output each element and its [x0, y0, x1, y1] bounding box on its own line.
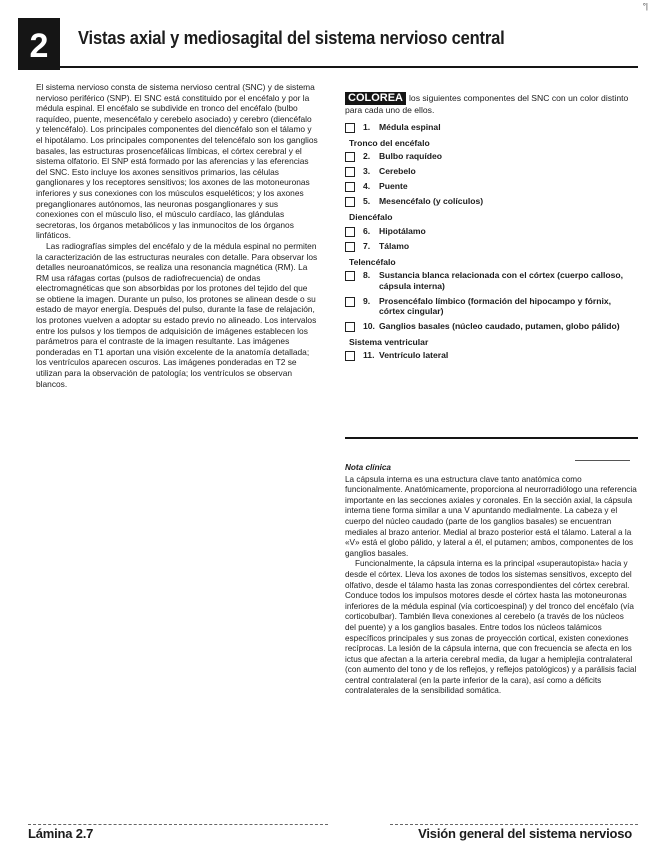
coloring-item[interactable] — [345, 181, 630, 192]
item-number: 9. — [363, 295, 371, 306]
checkbox[interactable] — [345, 197, 355, 207]
coloring-section — [345, 92, 630, 365]
checkbox[interactable] — [345, 152, 355, 162]
left-column — [36, 82, 318, 389]
coloring-item[interactable] — [345, 166, 630, 177]
clinical-note-paragraph: La cápsula interna es una estructura clave tanto anatómica como funcionalmente. Anatómicamente, proporciona al neurorradiólogo una referencia importante en las secciones axiales y coronales. En la sección axial, la cápsula interna tiene forma similar a una V apuntando medialmente. La cabeza y el cuerpo del núcleo caudado (parte de los ganglios basales) se encuentran mediales al brazo anterior. Medial al brazo posterior está el tálamo. Lateral a la «V» está el globo pálido, y lateral a él, el putamen; ambos, componentes de los ganglios basales. — [345, 474, 637, 558]
item-label: Prosencéfalo límbico (formación del hipocampo y fórnix, córtex cingular) — [379, 295, 612, 317]
checkbox[interactable] — [345, 322, 355, 332]
item-number: 2. — [363, 151, 371, 162]
category-heading: Sistema ventricular — [349, 336, 429, 347]
coloring-item[interactable] — [345, 296, 630, 317]
item-number: 8. — [363, 270, 371, 281]
checkbox[interactable] — [345, 123, 355, 133]
item-label: Bulbo raquídeo — [379, 151, 443, 162]
item-label: Puente — [379, 181, 408, 192]
item-label: Ventrículo lateral — [379, 350, 449, 361]
coloring-item[interactable] — [345, 196, 630, 207]
checkbox[interactable] — [345, 271, 355, 281]
coloring-item[interactable] — [345, 226, 630, 237]
item-label: Sustancia blanca relacionada con el córtex (cuerpo calloso, cápsula interna) — [379, 270, 624, 291]
item-number: 6. — [363, 225, 371, 236]
plate-label: Lámina 2.7 — [28, 826, 94, 841]
item-label: Mesencéfalo (y colículos) — [379, 196, 484, 207]
item-number: 5. — [363, 196, 371, 207]
coloring-item[interactable] — [345, 241, 630, 252]
corner-mark: °| — [642, 2, 648, 11]
item-number: 4. — [363, 181, 371, 192]
item-label: Hipotálamo — [379, 225, 426, 236]
section-divider — [345, 437, 638, 439]
category-heading: Telencéfalo — [349, 256, 396, 267]
item-number: 1. — [363, 121, 371, 132]
item-number: 10. — [363, 320, 375, 331]
clinical-note — [345, 463, 637, 697]
rm-paragraph: Las radiografías simples del encéfalo y de la médula espinal no permiten la caracterización de las estructuras neurales con detalle. Para observar los detalles neuroanatómicos, se realiza una resonancia magnética (RM). La RM usa ráfagas cortas (pulsos de radiofrecuencia) de ondas electromagnéticas que son absorbidas por los protones del tejido del que se obtiene la imagen. Durante un pulso, los protones se alinean desde o su estado de mayor energía. Después del pulso, durante la fase de relajación, los protones vuelven a adoptar su estado previo no alineado. Los intervalos entre los pulsos y los tiempos de adquisición de imágenes establecen los parámetros para el contraste de la imagen resultante. Las imágenes ponderadas en T1 aportan una visión excelente de la anatomía detallada; los ventrículos aparecen oscuros. Las imágenes ponderadas en T2 se utilizan para la observación de patología; los ventrículos se observan blancos. — [36, 240, 318, 389]
chapter-number: 2 — [29, 27, 49, 65]
checkbox[interactable] — [345, 242, 355, 252]
checkbox[interactable] — [345, 227, 355, 237]
checkbox[interactable] — [345, 297, 355, 307]
item-label: Ganglios basales (núcleo caudado, putamen, globo pálido) — [379, 320, 620, 331]
item-number: 3. — [363, 166, 371, 177]
coloring-item[interactable] — [345, 350, 630, 361]
page-title: Vistas axial y mediosagital del sistema nervioso central — [78, 28, 505, 48]
intro-paragraph: El sistema nervioso consta de sistema nervioso central (SNC) y de sistema nervioso periférico (SNP). El SNC está constituido por el encéfalo y por la médula espinal. El encéfalo se subdivide en tronco del encéfalo (bulbo raquídeo, puente, mesencéfalo y cerebelo asociado) y cerebro (diencéfalo y telencéfalo). Los principales componentes del diencéfalo son el tálamo y el hipotálamo. Los principales componentes del telencéfalo son los ganglios basales, las estructuras prosencefálicas límbicas, el córtex cerebral y el sistema olfatorio. El SNP está formado por las aferencias y las eferencias del SNC. Esto incluye los axones sensitivos primarios, las células ganglionares y los receptores sensitivos; los axones de las motoneuronas inferiores y sus conexiones con los músculos esqueléticos; y los axones preganglionares autónomos, las neuronas posganglionares y sus conexiones con el músculo liso, el músculo cardíaco, las glándulas secretoras, los órganos metabólicos y las inmunocitos de los órganos linfáticos. — [36, 82, 318, 241]
checkbox[interactable] — [345, 167, 355, 177]
chapter-number-box — [18, 18, 60, 70]
checkbox[interactable] — [345, 351, 355, 361]
coloring-item[interactable] — [345, 321, 630, 332]
coloring-item[interactable] — [345, 122, 630, 133]
item-label: Tálamo — [379, 240, 410, 251]
coloring-item[interactable] — [345, 151, 630, 162]
clinical-note-paragraph: Funcionalmente, la cápsula interna es la principal «superautopista» hacia y desde el córtex. Lleva los axones de todos los sistemas sensitivos, excepto del olfativo, desde el tálamo hasta las zonas correspondientes del córtex cerebral. Conduce todos los impulsos motores desde el córtex hasta las motoneuronas inferiores de la médula espinal (vía corticoespinal) y del tronco del encéfalo (vía corticobulbar). También lleva conexiones al cerebelo (a través de los núcleos del puente) y a los ganglios basales. Entre todos los núcleos talámicos específicos principales y sus zonas de proyección cortical, existen conexiones recíprocas. La lesión de la cápsula interna, que con frecuencia se afecta en los ictus que afectan a la arteria cerebral media, da lugar a hemiplejía contralateral (con aumento del tono y de los reflejos, y reflejos patológicos) y a parálisis facial central contralateral (en la parte inferior de la cara), así como a déficits contralaterales de la sensibilidad somática. — [345, 559, 637, 696]
section-label: Visión general del sistema nervioso — [418, 826, 632, 841]
note-divider — [575, 460, 630, 461]
colorea-label: COLOREA — [345, 92, 406, 105]
category-heading: Tronco del encéfalo — [349, 137, 430, 148]
category-heading: Diencéfalo — [349, 212, 393, 223]
checkbox[interactable] — [345, 182, 355, 192]
header-rule — [60, 66, 638, 68]
item-label: Médula espinal — [379, 121, 441, 132]
instruction-text: los siguientes componentes del SNC con un color distinto para cada uno de ellos. — [345, 93, 629, 115]
item-label: Cerebelo — [379, 166, 416, 177]
coloring-item[interactable] — [345, 270, 630, 291]
item-number: 11. — [363, 350, 375, 361]
clinical-note-title: Nota clínica — [345, 463, 391, 472]
item-number: 7. — [363, 240, 371, 251]
coloring-instruction — [345, 92, 630, 116]
